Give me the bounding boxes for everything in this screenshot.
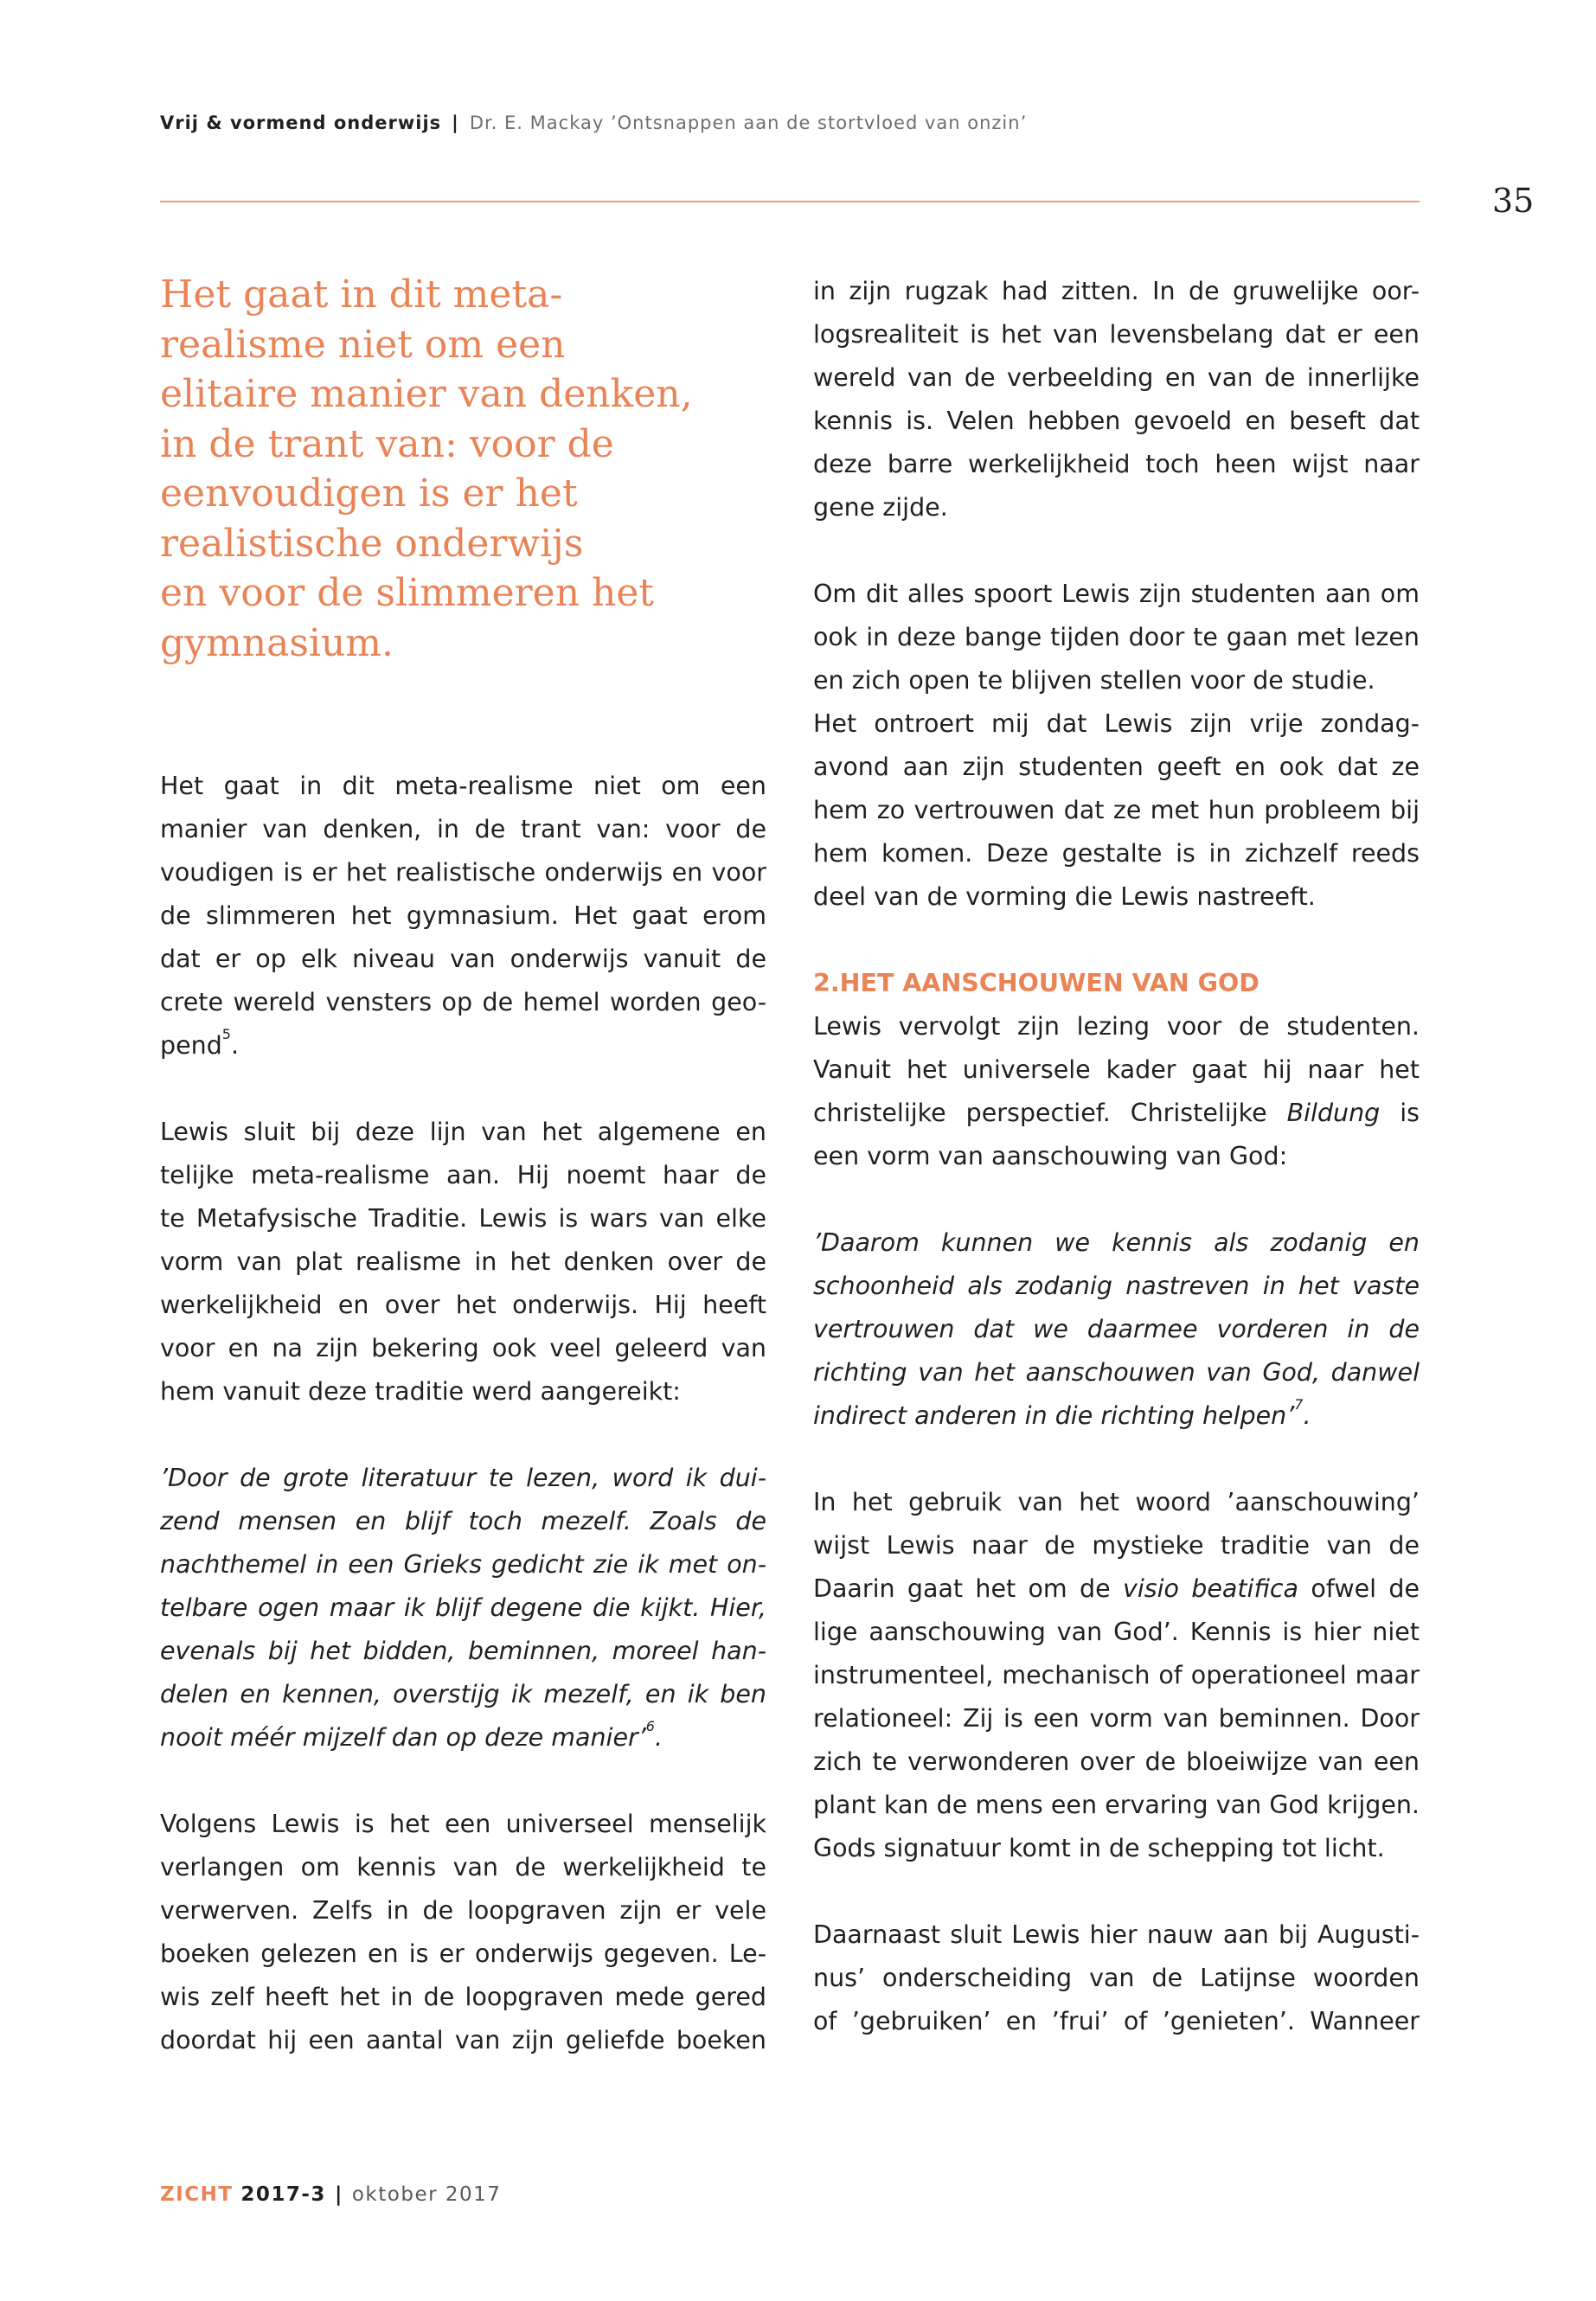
text-run: christelijke perspectief. Christelijke: [813, 1099, 1267, 1127]
text-line: Lewis vervolgt zijn lezing voor de studenten.: [813, 1012, 1420, 1041]
right-column: [813, 270, 1420, 2043]
text-line: Het ontroert mij dat Lewis zijn vrije zondag-: [813, 709, 1420, 738]
text-line: Daarnaast sluit Lewis hier nauw aan bij Augusti-: [813, 1920, 1420, 1949]
footnote-ref: 6: [645, 1718, 655, 1734]
paragraph: [160, 1803, 766, 2062]
text-line: deze barre werkelijkheid toch heen wijst naar: [813, 450, 1420, 478]
text-line: ’Door de grote literatuur te lezen, word ik dui-: [160, 1464, 766, 1492]
footnote-ref: 7: [1294, 1396, 1304, 1413]
text-line: voudigen is er het realistische onderwijs en voor: [160, 858, 766, 887]
paragraph: [813, 1913, 1420, 2043]
text-run: Daarin gaat het om de: [813, 1574, 1111, 1603]
text-line: wereld van de verbeelding en van de innerlijke: [813, 363, 1420, 392]
text-line: doordat hij een aantal van zijn geliefde boeken: [160, 2026, 766, 2054]
text-line: deel van de vorming die Lewis nastreeft.: [813, 882, 1316, 911]
text-line: [813, 1394, 1420, 1438]
text-line: boeken gelezen en is er onderwijs gegeven. Le-: [160, 1939, 766, 1968]
text-line: verlangen om kennis van de werkelijkheid te: [160, 1853, 766, 1881]
footer-date: oktober 2017: [351, 2183, 502, 2206]
text-line: logsrealiteit is het van levensbelang dat er een: [813, 320, 1420, 349]
paragraph: [813, 1481, 1420, 1870]
text-line: zich te verwonderen over de bloeiwijze van een: [813, 1747, 1420, 1776]
pull-quote-line: realistische onderwijs: [160, 521, 584, 566]
pull-quote-line: realisme niet om een: [160, 322, 566, 367]
block-quote: [160, 1457, 766, 1759]
text-line: telijke meta-realisme aan. Hij noemt haar de: [160, 1161, 766, 1189]
text-line: In het gebruik van het woord ’aanschouwing’: [813, 1488, 1420, 1516]
paragraph: [813, 573, 1420, 919]
text-line: plant kan de mens een ervaring van God krijgen.: [813, 1791, 1420, 1819]
pull-quote: [160, 270, 766, 668]
page-number: 35: [1492, 182, 1535, 220]
text-line: Gods signatuur komt in de schepping tot licht.: [813, 1834, 1385, 1862]
text-line: verwerven. Zelfs in de loopgraven zijn er vele: [160, 1896, 766, 1925]
text-run: is: [1400, 1099, 1420, 1127]
text-line: manier van denken, in de trant van: voor de: [160, 815, 766, 843]
pull-quote-line: eenvoudigen is er het: [160, 471, 578, 516]
text-run-italic: visio beatifica: [1122, 1574, 1299, 1603]
text-line: [160, 1716, 766, 1759]
running-header: [160, 112, 1027, 133]
pull-quote-line: Het gaat in dit meta-: [160, 272, 563, 317]
text-line: zend mensen en blijf toch mezelf. Zoals de: [160, 1507, 766, 1535]
text-line: Volgens Lewis is het een universeel menselijk: [160, 1810, 766, 1838]
text-line: en zich open te blijven stellen voor de studie.: [813, 666, 1375, 695]
text-line: gene zijde.: [813, 493, 948, 522]
footer-separator: |: [334, 2183, 343, 2206]
text-line: crete wereld vensters op de hemel worden geo-: [160, 988, 766, 1016]
text-line: vorm van plat realisme in het denken over de: [160, 1247, 766, 1276]
footer-brand: ZICHT: [160, 2183, 234, 2206]
paragraph: [160, 1111, 766, 1413]
text-line: kennis is. Velen hebben gevoeld en beseft dat: [813, 407, 1420, 435]
text-line: [813, 1567, 1420, 1611]
section-heading: 2.HET AANSCHOUWEN VAN GOD: [813, 969, 1259, 997]
header-rule: [160, 201, 1420, 202]
footer-issue: 2017-3: [240, 2183, 326, 2206]
text-run: pend: [160, 1031, 222, 1060]
text-line: dat er op elk niveau van onderwijs vanuit de: [160, 945, 766, 973]
text-line: te Metafysische Traditie. Lewis is wars van elke: [160, 1204, 766, 1233]
text-line: richting van het aanschouwen van God, danwel: [813, 1358, 1420, 1387]
block-quote: [813, 1221, 1420, 1438]
left-column: [160, 270, 766, 2062]
text-line: of ’gebruiken’ en ’frui’ of ’genieten’. Wanneer: [813, 2007, 1420, 2035]
text-line: avond aan zijn studenten geeft en ook dat ze: [813, 753, 1420, 781]
text-line: telbare ogen maar ik blijf degene die kijkt. Hier,: [160, 1593, 766, 1622]
text-line: [813, 1092, 1420, 1135]
text-line: evenals bij het bidden, beminnen, moreel han-: [160, 1637, 766, 1665]
text-line: de slimmeren het gymnasium. Het gaat erom: [160, 901, 766, 930]
pull-quote-line: gymnasium.: [160, 620, 394, 665]
text-line: hem zo vertrouwen dat ze met hun probleem bij: [813, 796, 1420, 824]
text-line: wis zelf heeft het in de loopgraven mede gered: [160, 1983, 766, 2011]
text-line: wijst Lewis naar de mystieke traditie van de: [813, 1531, 1420, 1560]
text-line: lige aanschouwing van God’. Kennis is hier niet: [813, 1618, 1420, 1646]
text-run-italic: Bildung: [1286, 1099, 1381, 1127]
text-line: ’Daarom kunnen we kennis als zodanig en: [813, 1228, 1420, 1257]
text-line: hem vanuit deze traditie werd aangereikt:: [160, 1377, 681, 1406]
text-line: werkelijkheid en over het onderwijs. Hij heeft: [160, 1291, 766, 1319]
page-footer: [160, 2183, 501, 2206]
paragraph: [813, 270, 1420, 529]
pull-quote-line: en voor de slimmeren het: [160, 571, 655, 615]
text-line: [160, 1024, 766, 1067]
text-line: vertrouwen dat we daarmee vorderen in de: [813, 1315, 1420, 1343]
text-run: nooit méér mijzelf dan op deze manier’: [160, 1723, 646, 1752]
text-line: nachthemel in een Grieks gedicht zie ik met on-: [160, 1550, 766, 1579]
text-run: .: [654, 1723, 663, 1752]
text-line: nus’ onderscheiding van de Latijnse woorden: [813, 1964, 1420, 1992]
text-run: .: [1303, 1401, 1311, 1430]
text-line: delen en kennen, overstijg ik mezelf, en ik ben: [160, 1680, 766, 1708]
header-subtitle: Dr. E. Mackay ’Ontsnappen aan de stortvloed van onzin’: [469, 112, 1028, 133]
text-line: in zijn rugzak had zitten. In de gruwelijke oor-: [813, 277, 1420, 305]
pull-quote-line: elitaire manier van denken,: [160, 372, 693, 416]
text-line: schoonheid als zodanig nastreven in het vaste: [813, 1272, 1420, 1300]
text-line: Lewis sluit bij deze lijn van het algemene en: [160, 1118, 766, 1146]
text-line: voor en na zijn bekering ook veel geleerd van: [160, 1334, 766, 1362]
text-line: ook in deze bange tijden door te gaan met lezen: [813, 623, 1420, 651]
footnote-ref: 5: [221, 1026, 231, 1042]
text-line: hem komen. Deze gestalte is in zichzelf reeds: [813, 839, 1420, 868]
text-run: .: [230, 1031, 240, 1060]
paragraph: [813, 1005, 1420, 1178]
text-line: instrumenteel, mechanisch of operationeel maar: [813, 1661, 1420, 1689]
text-line: een vorm van aanschouwing van God:: [813, 1142, 1288, 1170]
header-separator: |: [452, 112, 459, 133]
text-line: relationeel: Zij is een vorm van beminnen. Door: [813, 1704, 1420, 1733]
pull-quote-line: in de trant van: voor de: [160, 421, 614, 466]
paragraph: [160, 765, 766, 1067]
text-line: Om dit alles spoort Lewis zijn studenten aan om: [813, 580, 1420, 608]
text-run: indirect anderen in die richting helpen’: [813, 1401, 1295, 1430]
text-line: Het gaat in dit meta-realisme niet om een: [160, 772, 766, 800]
text-line: Vanuit het universele kader gaat hij naar het: [813, 1055, 1420, 1084]
header-section: Vrij & vormend onderwijs: [160, 112, 442, 133]
text-run: ofwel de: [1311, 1574, 1420, 1603]
